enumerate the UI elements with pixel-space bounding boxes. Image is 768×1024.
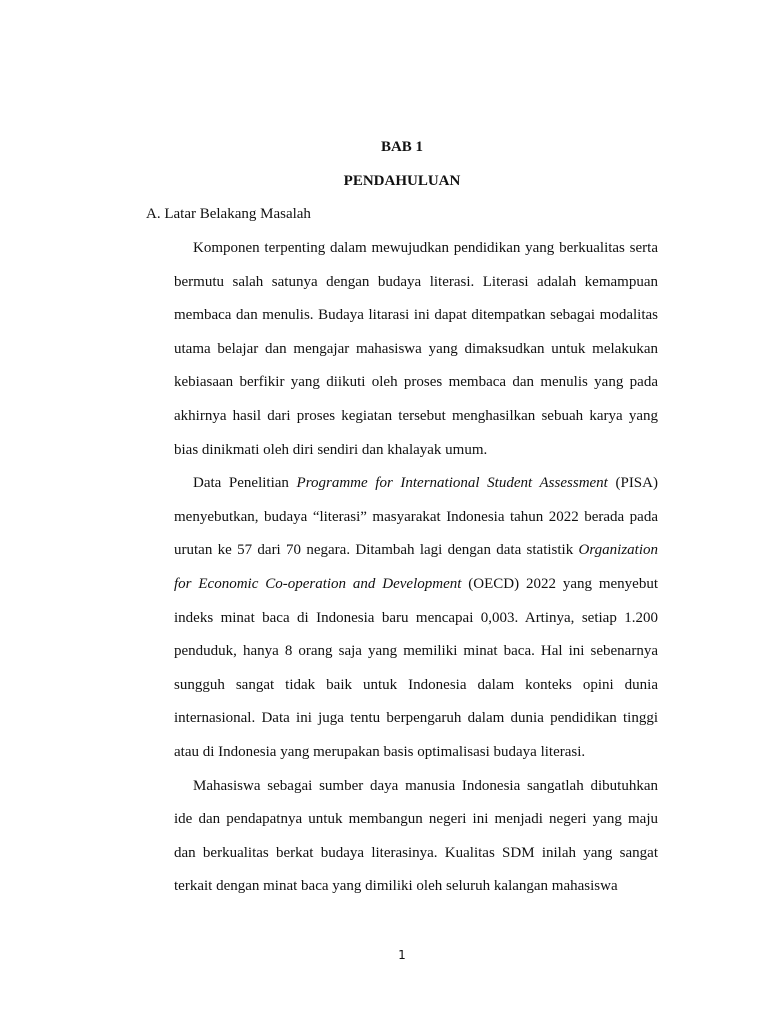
section-heading: A. Latar Belakang Masalah bbox=[146, 206, 311, 222]
chapter-number: BAB 1 bbox=[380, 139, 424, 155]
text-run: (OECD) 2022 yang menyebut indeks minat baca di Indonesia baru mencapai 0,003. Artinya, setiap 1.200 penduduk, hanya 8 orang saja yang memiliki minat baca. Hal ini sebenarnya sungguh sangat tidak baik untuk Indonesia dalam konteks opini dunia internasional. Data ini juga tentu berpengaruh dalam dunia pendidikan tinggi atau di Indonesia yang merupakan basis optimalisasi budaya literasi. bbox=[174, 575, 658, 760]
body-text bbox=[174, 232, 658, 904]
page-number: 1 bbox=[398, 948, 406, 962]
text-run: Komponen terpenting dalam mewujudkan pendidikan yang berkualitas serta bermutu salah satunya dengan budaya literasi. Literasi adalah kemampuan membaca dan menulis. Budaya litarasi ini dapat ditempatkan sebagai modalitas utama belajar dan mengajar mahasiswa yang dimaksudkan untuk melakukan kebiasaan berfikir yang diikuti oleh proses membaca dan menulis yang pada akhirnya hasil dari proses kegiatan tersebut menghasilkan sebuah karya yang bias dinikmati oleh diri sendiri dan khalayak umum. bbox=[174, 240, 658, 458]
italic-term: Organization for Economic Co-operation and Development bbox=[174, 542, 658, 592]
chapter-title: PENDAHULUAN bbox=[343, 173, 461, 189]
text-run: Data Penelitian bbox=[193, 475, 297, 492]
italic-term: Programme for International Student Assessment bbox=[296, 475, 608, 492]
paragraph-3 bbox=[174, 770, 658, 904]
text-run: (PISA) menyebutkan, budaya “literasi” masyarakat Indonesia tahun 2022 berada pada urutan ke 57 dari 70 negara. Ditambah lagi dengan data statistik bbox=[174, 475, 658, 559]
text-run: Mahasiswa sebagai sumber daya manusia Indonesia sangatlah dibutuhkan ide dan pendapatnya untuk membangun negeri ini menjadi negeri yang maju dan berkualitas berkat budaya literasinya. Kualitas SDM inilah yang sangat terkait dengan minat baca yang dimiliki oleh seluruh kalangan mahasiswa bbox=[174, 777, 658, 895]
paragraph-1 bbox=[174, 232, 658, 467]
paragraph-2 bbox=[174, 467, 658, 769]
